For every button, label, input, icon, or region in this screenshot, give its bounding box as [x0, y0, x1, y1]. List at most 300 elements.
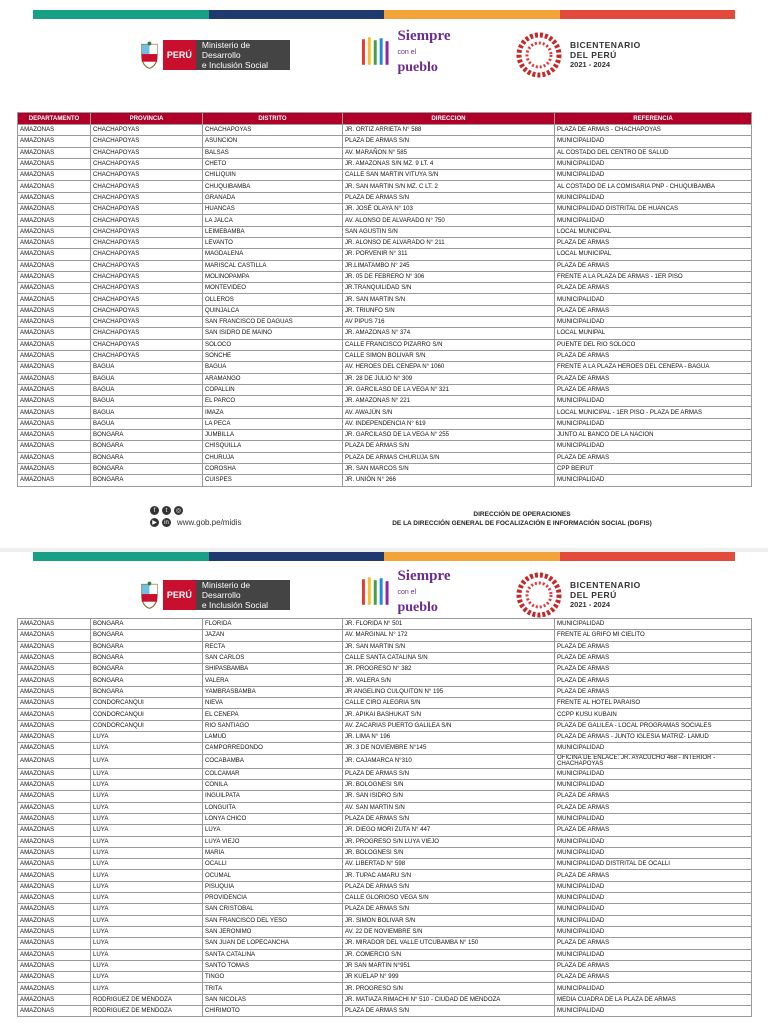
table-cell-referencia: PLAZA DE ARMAS [555, 283, 752, 294]
table-row [18, 619, 752, 630]
table-row [18, 960, 752, 971]
table-cell-departamento: AMAZONAS [18, 407, 91, 418]
table-cell-referencia: PLAZA DE ARMAS [555, 373, 752, 384]
bicentenario-line2: DEL PERÚ [570, 50, 617, 60]
table-row [18, 915, 752, 926]
table-cell-provincia: CHACHAPOYAS [91, 181, 203, 192]
table-cell-departamento: AMAZONAS [18, 181, 91, 192]
table-cell-referencia: PLAZA DE ARMAS [555, 305, 752, 316]
pueblo-text: pueblo [397, 60, 438, 75]
table-cell-departamento: AMAZONAS [18, 686, 91, 697]
table-cell-distrito: EL PARCO [203, 396, 343, 407]
table-cell-departamento: AMAZONAS [18, 215, 91, 226]
table-cell-departamento: AMAZONAS [18, 630, 91, 641]
table-cell-distrito: ARAMANGO [203, 373, 343, 384]
table-cell-provincia: LUYA [91, 938, 203, 949]
bicentenario-years: 2021 - 2024 [570, 60, 611, 69]
table-cell-distrito: CHISQUILLA [203, 441, 343, 452]
table-cell-distrito: RECTA [203, 641, 343, 652]
table-cell-direccion: JR. PROGRESO S/N LUYA VIEJO [343, 836, 555, 847]
locations-table-page1 [17, 112, 752, 487]
table-row [18, 396, 752, 407]
direccion-line1: DIRECCIÓN DE OPERACIONES [473, 511, 571, 518]
table-cell-direccion: JR KUELAP N° 999 [343, 972, 555, 983]
table-cell-direccion: PLAZA DE ARMAS S/N [343, 136, 555, 147]
con-el-text: con el [397, 49, 417, 56]
table-row [18, 430, 752, 441]
table-cell-departamento: AMAZONAS [18, 339, 91, 350]
table-cell-provincia: BONGARA [91, 675, 203, 686]
table-cell-provincia: CHACHAPOYAS [91, 339, 203, 350]
facebook-icon[interactable]: f [150, 506, 159, 515]
table-row [18, 441, 752, 452]
table-row [18, 791, 752, 802]
table-cell-referencia: MUNICIPALIDAD [555, 136, 752, 147]
table-row [18, 780, 752, 791]
table-cell-departamento: AMAZONAS [18, 283, 91, 294]
table-row [18, 418, 752, 429]
table-cell-referencia: MUNICIPALIDAD [555, 904, 752, 915]
table-row [18, 328, 752, 339]
table-cell-provincia: CHACHAPOYAS [91, 237, 203, 248]
table-cell-provincia: LUYA [91, 813, 203, 824]
document-page-2 [0, 552, 768, 1024]
table-cell-departamento: AMAZONAS [18, 317, 91, 328]
table-cell-departamento: AMAZONAS [18, 305, 91, 316]
table-cell-departamento: AMAZONAS [18, 983, 91, 994]
table-cell-departamento: AMAZONAS [18, 915, 91, 926]
table-cell-direccion: JR SAN MARTIN N°951 [343, 960, 555, 971]
table-cell-provincia: LUYA [91, 743, 203, 754]
table-row [18, 294, 752, 305]
table-cell-direccion: JR. AMAZONAS N° 221 [343, 396, 555, 407]
table-row [18, 938, 752, 949]
table-cell-distrito: FLORIDA [203, 619, 343, 630]
table-cell-departamento: AMAZONAS [18, 350, 91, 361]
table-cell-direccion: JR. BOLOGNESI S/N [343, 847, 555, 858]
table-cell-provincia: CHACHAPOYAS [91, 260, 203, 271]
table-row [18, 768, 752, 779]
table-cell-distrito: CHIRIMOTO [203, 1005, 343, 1016]
table-cell-referencia: PLAZA DE ARMAS - JUNTO IGLESIA MATRIZ- LAMUD [555, 731, 752, 742]
table-row [18, 994, 752, 1005]
table-cell-direccion: JR ANGELINO CULQUITON N° 195 [343, 686, 555, 697]
table-cell-departamento: AMAZONAS [18, 813, 91, 824]
table-cell-direccion: JR. TRIUNFO S/N [343, 305, 555, 316]
table-row [18, 870, 752, 881]
table-cell-referencia: MUNICIPALIDAD [555, 983, 752, 994]
table-cell-distrito: CHACHAPOYAS [203, 125, 343, 136]
table-cell-provincia: LUYA [91, 754, 203, 768]
table-cell-distrito: NIEVA [203, 698, 343, 709]
table-cell-distrito: ASUNCION [203, 136, 343, 147]
website-link[interactable]: www.gob.pe/midis [177, 518, 242, 527]
table-cell-distrito: LA PECA [203, 418, 343, 429]
table-row [18, 475, 752, 486]
table-cell-referencia: MUNICIPALIDAD [555, 418, 752, 429]
table-cell-direccion: JR. DIEGO MORI ZUTA N° 447 [343, 825, 555, 836]
table-cell-departamento: AMAZONAS [18, 641, 91, 652]
color-stripe [33, 552, 735, 561]
table-cell-distrito: PROVIDENCIA [203, 893, 343, 904]
table-cell-provincia: BONGARA [91, 441, 203, 452]
table-cell-provincia: CHACHAPOYAS [91, 305, 203, 316]
table-cell-referencia: PLAZA DE GALILEA - LOCAL PROGRAMAS SOCIALES [555, 720, 752, 731]
table-cell-direccion: JR. SAN MARTIN S/N [343, 294, 555, 305]
table-cell-referencia: MUNICIPALIDAD [555, 158, 752, 169]
table-cell-direccion: JR. PROGRESO S/N [343, 983, 555, 994]
table-cell-direccion: JR. SAN MARTIN S/N [343, 641, 555, 652]
table-cell-provincia: LUYA [91, 836, 203, 847]
col-provincia: PROVINCIA [91, 113, 203, 125]
table-cell-provincia: CHACHAPOYAS [91, 125, 203, 136]
table-cell-direccion: JR. ORTIZ ARRIETA N° 588 [343, 125, 555, 136]
twitter-icon[interactable]: t [162, 506, 171, 515]
table-cell-distrito: LEIMEBAMBA [203, 226, 343, 237]
table-cell-referencia: PLAZA DE ARMAS [555, 237, 752, 248]
table-cell-direccion: CALLE SANTA CATALINA S/N [343, 652, 555, 663]
table-cell-referencia: PLAZA DE ARMAS [555, 686, 752, 697]
table-cell-referencia: MUNICIPALIDAD [555, 915, 752, 926]
table-cell-direccion: JR. AMAZONAS S/N MZ. 9 LT. 4 [343, 158, 555, 169]
table-cell-provincia: BAGUA [91, 373, 203, 384]
table-cell-referencia: PLAZA DE ARMAS [555, 825, 752, 836]
table-row [18, 350, 752, 361]
table-cell-departamento: AMAZONAS [18, 994, 91, 1005]
table-cell-departamento: AMAZONAS [18, 881, 91, 892]
col-referencia: REFERENCIA [555, 113, 752, 125]
table-cell-departamento: AMAZONAS [18, 709, 91, 720]
table-cell-provincia: LUYA [91, 893, 203, 904]
table-cell-provincia: LUYA [91, 926, 203, 937]
table-row [18, 675, 752, 686]
table-cell-provincia: CHACHAPOYAS [91, 226, 203, 237]
table-cell-provincia: CHACHAPOYAS [91, 204, 203, 215]
table-cell-provincia: LUYA [91, 870, 203, 881]
table-cell-direccion: AV. HEROES DEL CENEPA N° 1060 [343, 362, 555, 373]
direccion-line2: DE LA DIRECCIÓN GENERAL DE FOCALIZACIÓN E INFORMACIÓN SOCIAL (DGFIS) [392, 520, 652, 527]
table-cell-provincia: LUYA [91, 881, 203, 892]
col-departamento: DEPARTAMENTO [18, 113, 91, 125]
table-cell-direccion: JR. SAN MARTIN S/N MZ. C LT. 2 [343, 181, 555, 192]
table-cell-distrito: QUINJALCA [203, 305, 343, 316]
table-cell-departamento: AMAZONAS [18, 720, 91, 731]
table-cell-direccion: AV. MARGINAL N° 172 [343, 630, 555, 641]
table-cell-provincia: CHACHAPOYAS [91, 158, 203, 169]
table-cell-provincia: BONGARA [91, 430, 203, 441]
table-cell-departamento: AMAZONAS [18, 904, 91, 915]
table-cell-referencia: PLAZA DE ARMAS [555, 652, 752, 663]
table-cell-provincia: LUYA [91, 960, 203, 971]
table-cell-provincia: CHACHAPOYAS [91, 249, 203, 260]
table-cell-provincia: RODRIGUEZ DE MENDOZA [91, 1005, 203, 1016]
bicentenario-sunburst-icon [516, 32, 562, 78]
table-cell-distrito: SAN CRISTOBAL [203, 904, 343, 915]
table-cell-referencia: MUNICIPALIDAD DISTRITAL DE OCALLI [555, 859, 752, 870]
table-cell-referencia: PLAZA DE ARMAS [555, 350, 752, 361]
table-cell-distrito: TINGO [203, 972, 343, 983]
col-distrito: DISTRITO [203, 113, 343, 125]
table-cell-provincia: CHACHAPOYAS [91, 215, 203, 226]
table-cell-distrito: IMAZA [203, 407, 343, 418]
table-cell-provincia: LUYA [91, 768, 203, 779]
table-cell-provincia: CHACHAPOYAS [91, 328, 203, 339]
table-cell-direccion: JR. SAN ISIDRO S/N [343, 791, 555, 802]
table-row [18, 847, 752, 858]
table-cell-direccion: JR. CAJAMARCA N°310 [343, 754, 555, 768]
table-cell-provincia: BONGARA [91, 630, 203, 641]
table-cell-departamento: AMAZONAS [18, 825, 91, 836]
table-cell-referencia: MUNICIPALIDAD [555, 836, 752, 847]
table-cell-distrito: LONYA CHICO [203, 813, 343, 824]
table-cell-direccion: JR. MATIAZA RIMACHI N° 510 - CIUDAD DE MENDOZA [343, 994, 555, 1005]
table-cell-provincia: LUYA [91, 949, 203, 960]
table-cell-departamento: AMAZONAS [18, 362, 91, 373]
table-cell-departamento: AMAZONAS [18, 260, 91, 271]
table-cell-distrito: LUYA VIEJO [203, 836, 343, 847]
table-cell-direccion: AV. INDEPENDENCIA N° 619 [343, 418, 555, 429]
con-el-text: con el [397, 589, 417, 596]
col-direccion: DIRECCION [343, 113, 555, 125]
table-cell-direccion: JR. APIKAI BASHUKAT S/N [343, 709, 555, 720]
youtube-icon[interactable]: ▶ [150, 518, 159, 527]
table-cell-referencia: PLAZA DE ARMAS - CHACHAPOYAS [555, 125, 752, 136]
table-cell-distrito: VALERA [203, 675, 343, 686]
color-stripe [33, 10, 735, 19]
instagram-icon[interactable]: ◎ [175, 508, 182, 514]
table-row [18, 283, 752, 294]
table-cell-departamento: AMAZONAS [18, 204, 91, 215]
table-row [18, 384, 752, 395]
table-cell-departamento: AMAZONAS [18, 780, 91, 791]
table-cell-provincia: CHACHAPOYAS [91, 283, 203, 294]
table-cell-distrito: TRITA [203, 983, 343, 994]
table-cell-distrito: SONCHE [203, 350, 343, 361]
table-cell-referencia: MUNICIPALIDAD DISTRITAL DE HUANCAS [555, 204, 752, 215]
table-row [18, 641, 752, 652]
table-cell-provincia: BONGARA [91, 664, 203, 675]
table-cell-distrito: MONTEVIDEO [203, 283, 343, 294]
table-cell-departamento: AMAZONAS [18, 960, 91, 971]
table-cell-referencia: OFICINA DE ENLACE: JR. AYACUCHO 468 - INTERIOR - CHACHAPOYAS [555, 754, 752, 768]
bicentenario-years: 2021 - 2024 [570, 600, 611, 609]
table-row [18, 972, 752, 983]
table-row [18, 407, 752, 418]
page-header [0, 26, 768, 96]
table-row [18, 362, 752, 373]
table-cell-provincia: BONGARA [91, 463, 203, 474]
table-row [18, 136, 752, 147]
table-cell-provincia: LUYA [91, 731, 203, 742]
table-row [18, 720, 752, 731]
table-cell-referencia: FRENTE A LA PLAZA HEROES DEL CENEPA - BAGUA [555, 362, 752, 373]
table-cell-departamento: AMAZONAS [18, 384, 91, 395]
table-row [18, 904, 752, 915]
table-cell-departamento: AMAZONAS [18, 698, 91, 709]
table-cell-referencia: JUNTO AL BANCO DE LA NACION [555, 430, 752, 441]
table-cell-referencia: PLAZA DE ARMAS [555, 641, 752, 652]
table-cell-referencia: MUNICIPALIDAD [555, 813, 752, 824]
table-cell-departamento: AMAZONAS [18, 418, 91, 429]
table-cell-referencia: MUNICIPALIDAD [555, 396, 752, 407]
table-cell-direccion: JR. 28 DE JULIO N° 309 [343, 373, 555, 384]
table-row [18, 664, 752, 675]
table-cell-provincia: BONGARA [91, 652, 203, 663]
ministry-line2: e Inclusión Social [201, 60, 269, 70]
table-cell-provincia: CONDORCANQUI [91, 698, 203, 709]
table-cell-direccion: PLAZA DE ARMAS S/N [343, 813, 555, 824]
table-cell-direccion: AV PIPUS 716 [343, 317, 555, 328]
table-cell-referencia: MUNICIPALIDAD [555, 949, 752, 960]
table-header-row [18, 113, 752, 125]
table-row [18, 305, 752, 316]
table-cell-provincia: CHACHAPOYAS [91, 136, 203, 147]
table-cell-referencia: LOCAL MUNICIPAL [555, 249, 752, 260]
table-row [18, 249, 752, 260]
table-cell-departamento: AMAZONAS [18, 294, 91, 305]
table-cell-distrito: CHILIQUIN [203, 170, 343, 181]
siempre-con-el-pueblo-logo [360, 570, 460, 614]
table-row [18, 192, 752, 203]
table-cell-departamento: AMAZONAS [18, 652, 91, 663]
ministry-name [196, 580, 290, 610]
ministry-line2: e Inclusión Social [201, 600, 269, 610]
table-cell-departamento: AMAZONAS [18, 226, 91, 237]
table-cell-departamento: AMAZONAS [18, 791, 91, 802]
table-cell-distrito: CAMPORREDONDO [203, 743, 343, 754]
table-cell-departamento: AMAZONAS [18, 754, 91, 768]
table-cell-provincia: LUYA [91, 915, 203, 926]
table-cell-direccion: JR.TRANQUILIDAD S/N [343, 283, 555, 294]
linkedin-icon[interactable]: in [162, 518, 171, 527]
table-cell-referencia: PLAZA DE ARMAS [555, 870, 752, 881]
table-cell-distrito: SAN FRANCISCO DEL YESO [203, 915, 343, 926]
table-cell-departamento: AMAZONAS [18, 463, 91, 474]
table-cell-provincia: RODRIGUEZ DE MENDOZA [91, 994, 203, 1005]
table-cell-distrito: EL CENEPA [203, 709, 343, 720]
table-cell-distrito: LUYA [203, 825, 343, 836]
table-cell-referencia: AL COSTADO DEL CENTRO DE SALUD [555, 147, 752, 158]
table-cell-direccion: CALLE FRANCISCO PIZARRO S/N [343, 339, 555, 350]
table-cell-referencia: PLAZA DE ARMAS [555, 260, 752, 271]
siempre-figures-icon [360, 35, 393, 69]
siempre-figures-icon [360, 575, 393, 609]
table-cell-departamento: AMAZONAS [18, 847, 91, 858]
table-cell-direccion: JR. GARCILASO DE LA VEGA N° 255 [343, 430, 555, 441]
table-cell-distrito: COCABAMBA [203, 754, 343, 768]
table-cell-provincia: BONGARA [91, 452, 203, 463]
table-cell-direccion: JR. COMERCIO S/N [343, 949, 555, 960]
table-cell-direccion: JR. SAN MARCOS S/N [343, 463, 555, 474]
table-cell-provincia: LUYA [91, 780, 203, 791]
table-cell-direccion: AV. ZACARIAS PUERTO GALILEA S/N [343, 720, 555, 731]
table-cell-provincia: BONGARA [91, 686, 203, 697]
table-cell-referencia: PLAZA DE ARMAS [555, 675, 752, 686]
table-row [18, 339, 752, 350]
table-cell-referencia: AL COSTADO DE LA COMISARIA PNP - CHUQUIBAMBA [555, 181, 752, 192]
locations-table-page2 [17, 618, 752, 1017]
ministry-name [196, 40, 290, 70]
table-cell-provincia: CHACHAPOYAS [91, 147, 203, 158]
table-cell-provincia: BAGUA [91, 396, 203, 407]
table-cell-departamento: AMAZONAS [18, 859, 91, 870]
bicentenario-line1: BICENTENARIO [570, 580, 641, 590]
table-row [18, 204, 752, 215]
table-cell-direccion: CALLE GLORIOSO VEGA S/N [343, 893, 555, 904]
table-row [18, 226, 752, 237]
table-cell-departamento: AMAZONAS [18, 949, 91, 960]
table-row [18, 215, 752, 226]
table-cell-referencia: MUNICIPALIDAD [555, 926, 752, 937]
table-cell-direccion: PLAZA DE ARMAS S/N [343, 768, 555, 779]
table-cell-provincia: BONGARA [91, 619, 203, 630]
table-cell-departamento: AMAZONAS [18, 731, 91, 742]
table-cell-distrito: LEVANTO [203, 237, 343, 248]
table-row [18, 271, 752, 282]
table-cell-provincia: CONDORCANQUI [91, 709, 203, 720]
bicentenario-line2: DEL PERÚ [570, 590, 617, 600]
table-cell-distrito: LAMUD [203, 731, 343, 742]
table-cell-distrito: MAGDALENA [203, 249, 343, 260]
table-cell-provincia: LUYA [91, 802, 203, 813]
table-row [18, 709, 752, 720]
siempre-text: Siempre [397, 28, 451, 44]
table-cell-referencia: LOCAL MUNIPAL [555, 328, 752, 339]
table-cell-direccion: PLAZA DE ARMAS S/N [343, 441, 555, 452]
table-cell-direccion: JR. VALERA S/N [343, 675, 555, 686]
table-cell-departamento: AMAZONAS [18, 125, 91, 136]
table-cell-referencia: MUNICIPALIDAD [555, 780, 752, 791]
table-cell-distrito: OCALLI [203, 859, 343, 870]
table-cell-direccion: JR. JOSÉ OLAYA N° 103 [343, 204, 555, 215]
table-cell-distrito: SHIPASBAMBA [203, 664, 343, 675]
table-cell-distrito: SAN JERONIMO [203, 926, 343, 937]
bicentenario-line1: BICENTENARIO [570, 40, 641, 50]
table-cell-departamento: AMAZONAS [18, 926, 91, 937]
table-cell-departamento: AMAZONAS [18, 619, 91, 630]
peru-shield-icon [138, 40, 161, 70]
table-cell-departamento: AMAZONAS [18, 136, 91, 147]
table-cell-departamento: AMAZONAS [18, 373, 91, 384]
table-cell-departamento: AMAZONAS [18, 893, 91, 904]
table-cell-direccion: PLAZA DE ARMAS S/N [343, 881, 555, 892]
table-row [18, 825, 752, 836]
table-cell-referencia: LOCAL MUNICIPAL - 1ER PISO - PLAZA DE ARMAS [555, 407, 752, 418]
table-cell-direccion: JR.LIMATAMBO N° 245 [343, 260, 555, 271]
table-cell-referencia: PUENTE DEL RIO SOLOCO [555, 339, 752, 350]
table-row [18, 260, 752, 271]
table-cell-departamento: AMAZONAS [18, 396, 91, 407]
table-cell-provincia: BAGUA [91, 362, 203, 373]
table-cell-distrito: JAZAN [203, 630, 343, 641]
table-cell-departamento: AMAZONAS [18, 441, 91, 452]
table-cell-referencia: MUNICIPALIDAD [555, 1005, 752, 1016]
table-cell-referencia: LOCAL MUNICIPAL [555, 226, 752, 237]
table-row [18, 237, 752, 248]
table-cell-provincia: CHACHAPOYAS [91, 170, 203, 181]
table-row [18, 1005, 752, 1016]
table-cell-provincia: LUYA [91, 983, 203, 994]
table-cell-provincia: LUYA [91, 847, 203, 858]
table-cell-provincia: LUYA [91, 791, 203, 802]
ministry-line1: Ministerio de Desarrollo [201, 40, 251, 60]
table-cell-distrito: OCUMAL [203, 870, 343, 881]
table-cell-referencia: PLAZA DE ARMAS [555, 938, 752, 949]
table-cell-direccion: PLAZA DE ARMAS S/N [343, 192, 555, 203]
peru-label: PERÚ [163, 40, 196, 70]
table-cell-distrito: COROSHA [203, 463, 343, 474]
table-cell-direccion: PLAZA DE ARMAS S/N [343, 904, 555, 915]
